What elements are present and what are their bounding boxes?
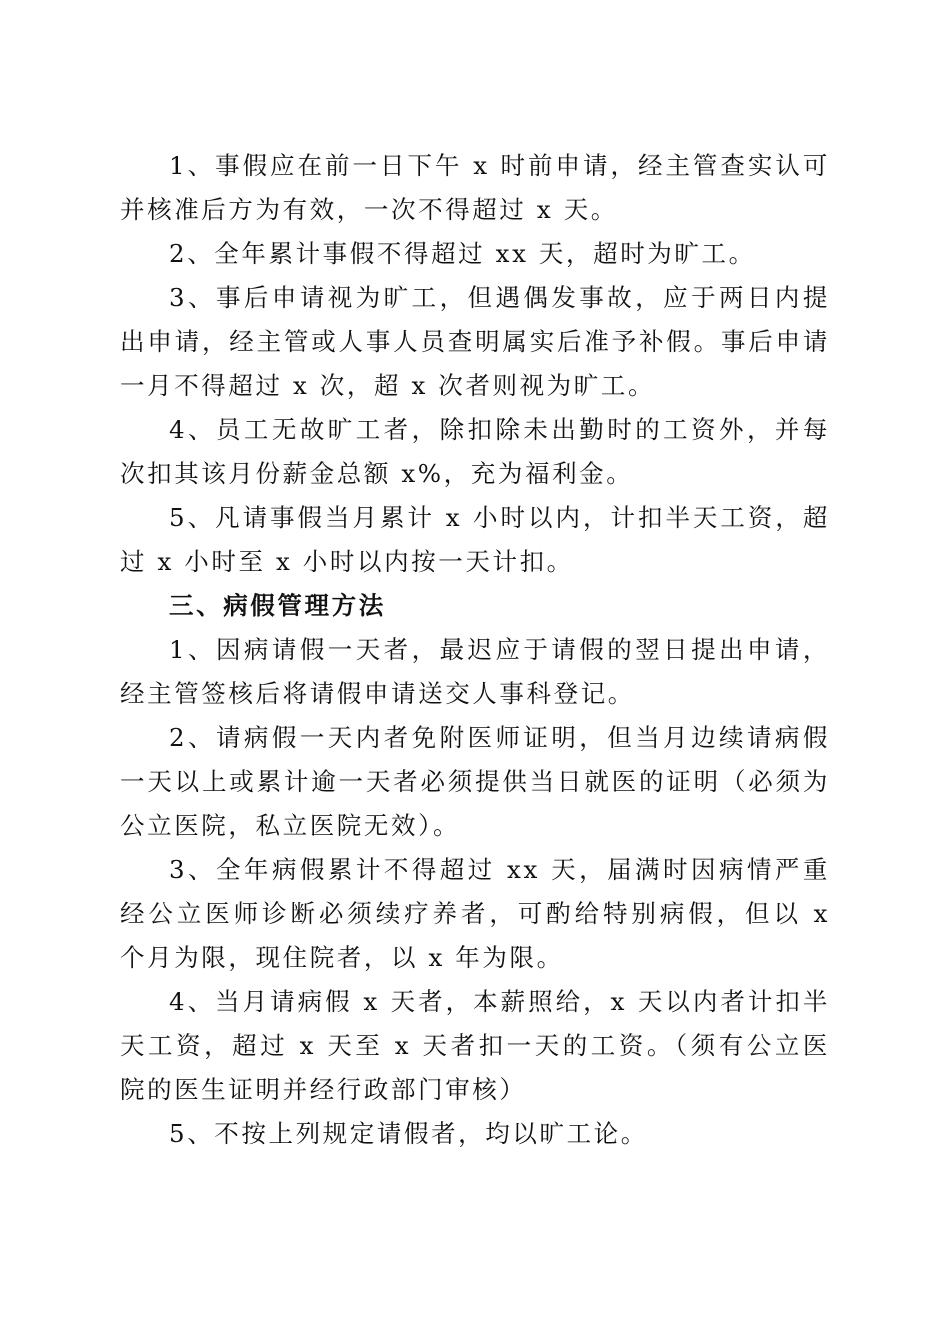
sick-leave-rule-2: 2、请病假一天内者免附医师证明，但当月边续请病假一天以上或累计逾一天者必须提供当日就医的证明（必须为公立医院，私立医院无效）。: [120, 723, 830, 840]
sick-leave-rule-5: 5、不按上列规定请假者，均以旷工论。: [169, 1119, 648, 1148]
leave-rule-3: 3、事后申请视为旷工，但遇偶发事故，应于两日内提出申请，经主管或人事人员查明属实后准予补假。事后申请一月不得超过 x 次，超 x 次者则视为旷工。: [120, 283, 830, 400]
leave-rule-1: 1、事假应在前一日下午 x 时前申请，经主管查实认可并核准后方为有效，一次不得超过 x 天。: [120, 151, 830, 224]
sick-leave-rule-4: 4、当月请病假 x 天者，本薪照给，x 天以内者计扣半天工资，超过 x 天至 x 天者扣一天的工资。（须有公立医院的医生证明并经行政部门审核）: [120, 987, 830, 1104]
document-body: [120, 144, 830, 1156]
section-heading-sick-leave: 三、病假管理方法: [169, 591, 386, 620]
sick-leave-rule-3: 3、全年病假累计不得超过 xx 天，届满时因病情严重经公立医师诊断必须续疗养者，可酌给特别病假，但以 x 个月为限，现住院者，以 x 年为限。: [120, 855, 830, 972]
leave-rule-2: 2、全年累计事假不得超过 xx 天，超时为旷工。: [169, 239, 756, 268]
leave-rule-5: 5、凡请事假当月累计 x 小时以内，计扣半天工资，超过 x 小时至 x 小时以内按一天计扣。: [120, 503, 830, 576]
sick-leave-rule-1: 1、因病请假一天者，最迟应于请假的翌日提出申请，经主管签核后将请假申请送交人事科登记。: [120, 635, 830, 708]
leave-rule-4: 4、员工无故旷工者，除扣除未出勤时的工资外，并每次扣其该月份薪金总额 x%，充为福利金。: [120, 415, 830, 488]
